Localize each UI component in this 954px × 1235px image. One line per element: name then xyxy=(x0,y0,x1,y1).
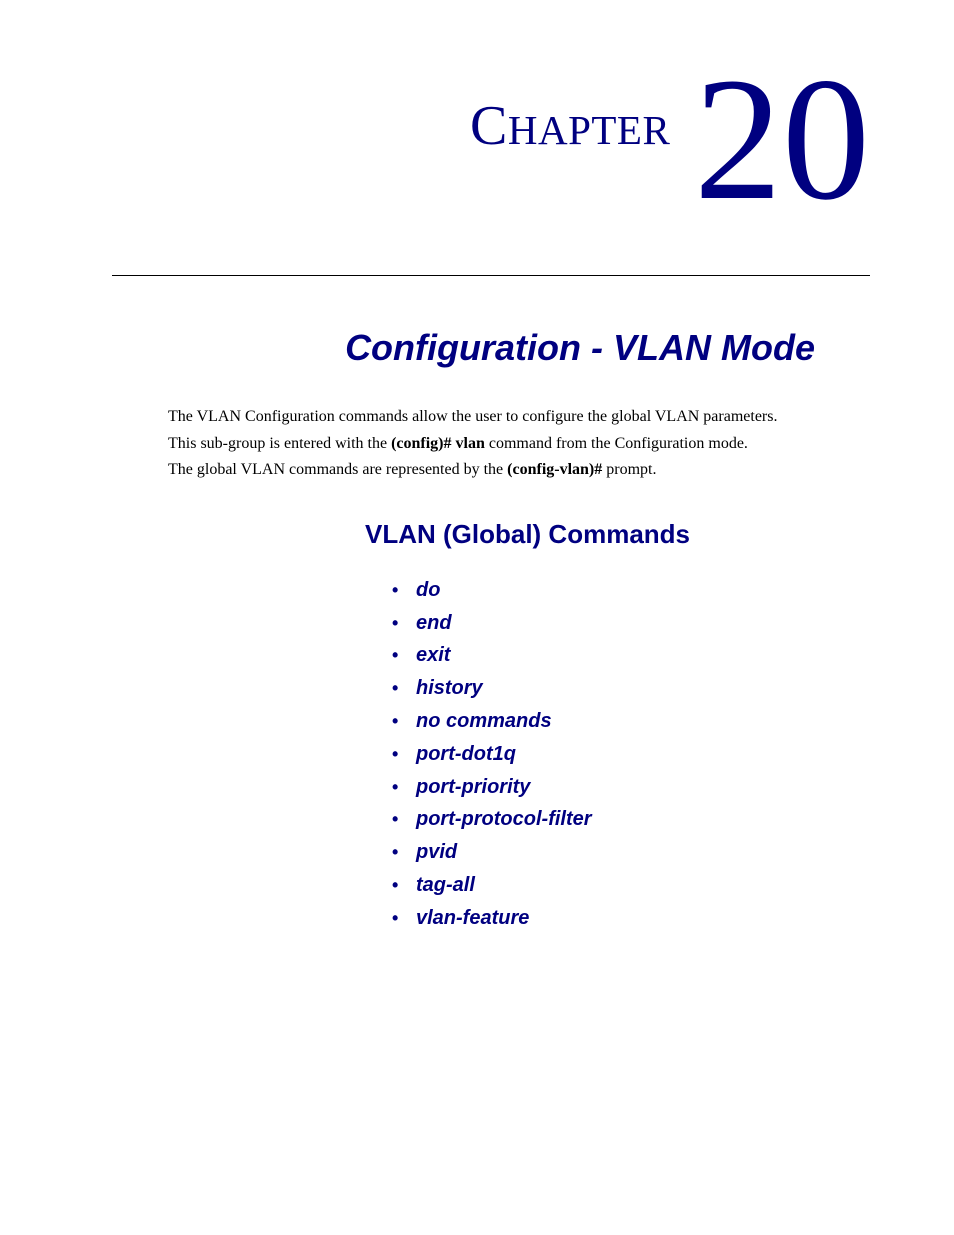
command-link[interactable]: tag-all xyxy=(416,874,475,897)
config-vlan-command: (config)# vlan xyxy=(391,434,485,452)
command-item-vlan-feature[interactable] xyxy=(392,902,592,935)
command-link[interactable]: port-priority xyxy=(416,775,531,798)
bullet-icon: • xyxy=(392,645,399,666)
intro-line-2 xyxy=(168,431,868,458)
command-item-port-priority[interactable] xyxy=(392,771,592,804)
intro-line-2-pre: This sub-group is entered with the xyxy=(168,434,392,452)
command-link[interactable]: do xyxy=(416,578,441,601)
intro-paragraph xyxy=(168,404,868,484)
bullet-icon: • xyxy=(392,743,399,764)
bullet-icon: • xyxy=(392,809,399,830)
command-item-do[interactable] xyxy=(392,574,592,607)
command-list xyxy=(392,574,592,935)
config-vlan-prompt: (config-vlan)# xyxy=(507,461,603,478)
command-link[interactable]: vlan-feature xyxy=(416,906,530,929)
bullet-icon: • xyxy=(392,907,399,928)
command-link[interactable]: port-dot1q xyxy=(416,742,516,765)
command-item-port-protocol-filter[interactable] xyxy=(392,804,592,837)
command-link[interactable]: end xyxy=(416,611,452,634)
command-item-pvid[interactable] xyxy=(392,836,592,869)
chapter-number: 20 xyxy=(694,42,870,237)
command-item-tag-all[interactable] xyxy=(392,869,592,902)
chapter-label-initial: C xyxy=(470,95,508,157)
command-link[interactable]: no commands xyxy=(416,710,552,733)
chapter-label-rest: HAPTER xyxy=(507,107,671,153)
command-item-no-commands[interactable] xyxy=(392,705,592,738)
intro-line-2-post: command from the Configuration mode. xyxy=(484,434,748,452)
command-item-exit[interactable] xyxy=(392,640,592,673)
intro-line-1: The VLAN Configuration commands allow the user to configure the global VLAN parameters. xyxy=(168,408,778,425)
command-link[interactable]: pvid xyxy=(416,841,458,864)
section-heading: VLAN (Global) Commands xyxy=(365,519,691,549)
bullet-icon: • xyxy=(392,711,399,732)
command-item-port-dot1q[interactable] xyxy=(392,738,592,771)
bullet-icon: • xyxy=(392,678,399,699)
chapter-label xyxy=(470,95,671,157)
command-link[interactable]: history xyxy=(416,677,483,700)
command-item-history[interactable] xyxy=(392,672,592,705)
command-link[interactable]: exit xyxy=(416,644,451,667)
header-divider xyxy=(112,275,870,276)
command-link[interactable]: port-protocol-filter xyxy=(416,808,592,831)
command-item-end[interactable] xyxy=(392,607,592,640)
bullet-icon: • xyxy=(392,612,399,633)
bullet-icon: • xyxy=(392,579,399,600)
bullet-icon: • xyxy=(392,875,399,896)
intro-line-3 xyxy=(168,457,868,484)
chapter-title: Configuration - VLAN Mode xyxy=(345,327,815,368)
intro-line-3-post: prompt. xyxy=(602,461,657,478)
bullet-icon: • xyxy=(392,776,399,797)
intro-line-3-pre: The global VLAN commands are represented by the xyxy=(168,461,508,478)
bullet-icon: • xyxy=(392,842,399,863)
